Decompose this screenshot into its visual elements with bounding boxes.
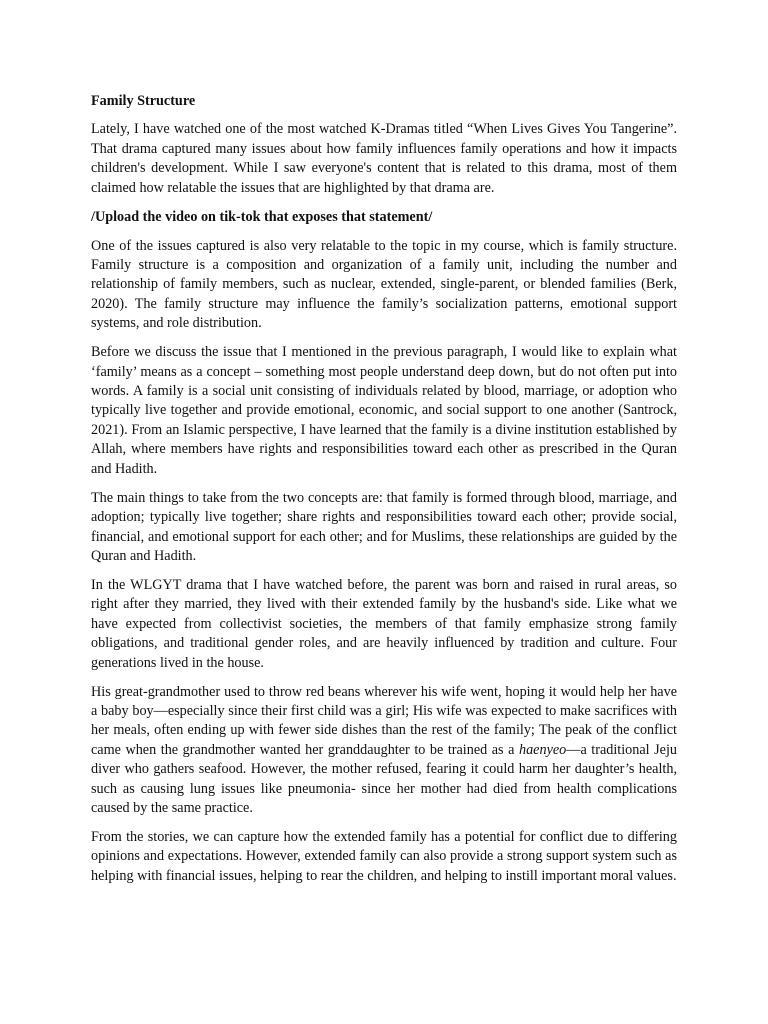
paragraph-great-grandmother [91,683,677,819]
paragraph-intro: Lately, I have watched one of the most watched K-Dramas titled “When Lives Gives You Tangerine”. That drama captured many issues about how family influences family operations and how it impacts children's development. While I saw everyone's content that is related to this drama, most of them claimed how relatable the issues that are highlighted by that drama are. [91,121,677,196]
paragraph-7-part-2: —a traditional Jeju diver who gathers seafood. However, the mother refused, fearing it could harm her daughter’s health, such as causing lung issues like pneumonia- since her mother had died from health complications caused by the same practice. [91,741,678,816]
document-title: Family Structure [91,93,196,109]
upload-note: /Upload the video on tik-tok that exposes that statement/ [91,208,433,225]
paragraph-family-concept: Before we discuss the issue that I mentioned in the previous paragraph, I would like to explain what ‘family’ means as a concept – something most people understand deep down, but do not often put into words. A family is a social unit consisting of individuals related by blood, marriage, or adoption who typically live together and provide emotional, economic, and social support to one another (Santrock, 2021). From an Islamic perspective, I have learned that the family is a divine institution established by Allah, where members have rights and responsibilities toward each other as prescribed in the Quran and Hadith. [91,344,677,477]
paragraph-wlgyt-drama: In the WLGYT drama that I have watched before, the parent was born and raised in rural areas, so right after they married, they lived with their extended family by the husband's side. Like what we have expected from collectivist societies, the members of that family emphasize strong family obligations, and traditional gender roles, and are heavily influenced by tradition and culture. Four generations lived in the house. [91,576,677,671]
paragraph-main-things: The main things to take from the two concepts are: that family is formed through blood, marriage, and adoption; typically live together; share rights and responsibilities toward each other; provide social, financial, and emotional support for each other; and for Muslims, these relationships are guided by the Quran and Hadith. [91,489,677,564]
haenyeo-term: haenyeo [518,741,567,758]
paragraph-family-structure: One of the issues captured is also very relatable to the topic in my course, which is family structure. Family structure is a composition and organization of a family unit, including the number and relationship of family members, such as nuclear, extended, single-parent, or blended families (Berk, 2020). The family structure may influence the family’s socialization patterns, emotional support systems, and role distribution. [91,237,677,332]
paragraph-7-part-1: His great-grandmother used to throw red beans wherever his wife went, hoping it would help her have a baby boy—especially since their first child was a girl; His wife was expected to make sacrifices with her meals, often ending up with fewer side dishes than the rest of the family; The peak of the conflict came when the grandmother wanted her granddaughter to be trained as a [91,683,677,758]
document-body [91,92,677,896]
paragraph-conclusion: From the stories, we can capture how the extended family has a potential for conflict due to differing opinions and expectations. However, extended family can also provide a strong support system such as helping with financial issues, helping to rear the children, and helping to instill important moral values. [91,828,677,884]
